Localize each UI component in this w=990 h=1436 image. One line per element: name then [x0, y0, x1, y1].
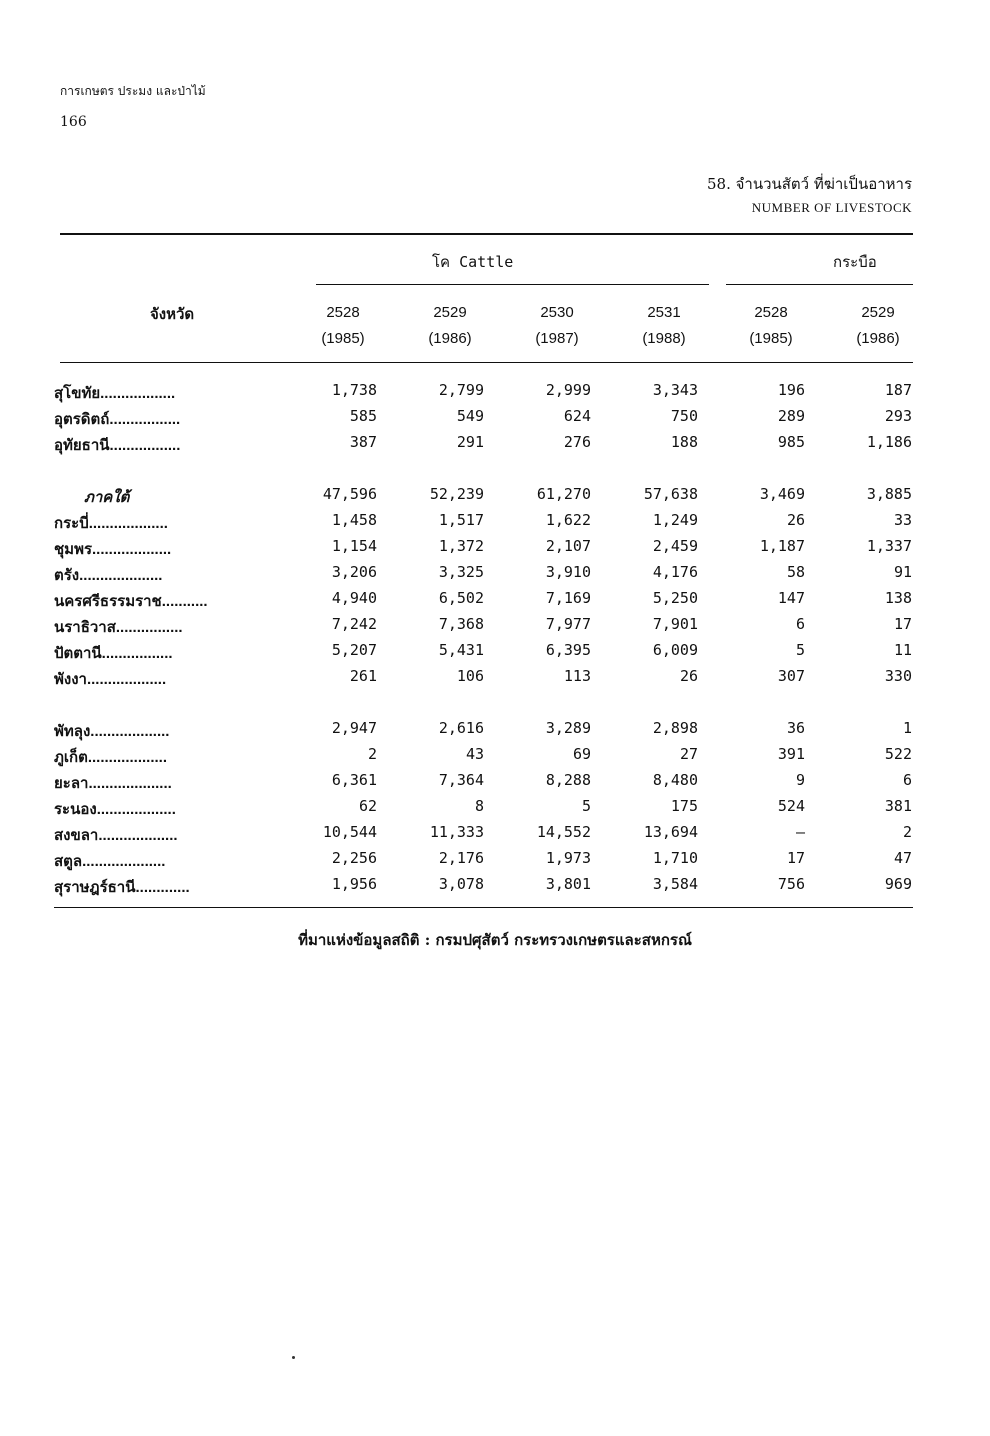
group-spacer [54, 456, 914, 482]
cell-value: 147 [777, 589, 805, 607]
province-name: อุตรดิตถ์................. [54, 411, 181, 428]
cell-value: 3,801 [545, 875, 591, 893]
cell-value: 1 [902, 719, 912, 737]
cell-value: 9 [795, 771, 805, 789]
cell-value: 524 [777, 797, 805, 815]
province-column-header: จังหวัด [150, 305, 195, 323]
cell-value: 8,288 [545, 771, 591, 789]
table-row [54, 560, 914, 586]
province-name: อุทัยธานี................. [54, 437, 181, 454]
cell-value: 6,009 [652, 641, 698, 659]
bottom-rule [54, 907, 913, 908]
year-th: 2531 [647, 304, 681, 321]
cell-value: 2,799 [438, 381, 484, 399]
cell-value: 61,270 [536, 485, 591, 503]
cell-value: 2,898 [652, 719, 698, 737]
year-header-3 [619, 300, 709, 352]
buffalo-group-header: กระบือ [833, 253, 877, 271]
province-name: นครศรีธรรมราช........... [54, 593, 208, 610]
cell-value: 57,638 [643, 485, 698, 503]
cell-value: 5 [795, 641, 805, 659]
cell-value: 6 [795, 615, 805, 633]
cell-value: 1,372 [438, 537, 484, 555]
cell-value: 175 [670, 797, 698, 815]
cell-value: 188 [670, 433, 698, 451]
cell-value: 5,431 [438, 641, 484, 659]
cell-value: 387 [349, 433, 377, 451]
province-name: ตรัง.................... [54, 567, 163, 584]
cell-value: – [795, 823, 805, 841]
cell-value: 2,107 [545, 537, 591, 555]
province-name: ชุมพร................... [54, 541, 172, 558]
year-en: (1987) [535, 330, 579, 347]
cell-value: 6 [902, 771, 912, 789]
cell-value: 1,249 [652, 511, 698, 529]
year-en: (1988) [642, 330, 686, 347]
cell-value: 2,176 [438, 849, 484, 867]
cell-value: 2 [367, 745, 377, 763]
cell-value: 11,333 [429, 823, 484, 841]
cell-value: 8,480 [652, 771, 698, 789]
year-en: (1985) [749, 330, 793, 347]
table-row [54, 716, 914, 742]
buffalo-group-rule [726, 284, 913, 285]
cell-value: 549 [456, 407, 484, 425]
cell-value: 7,901 [652, 615, 698, 633]
cell-value: 43 [465, 745, 484, 763]
cell-value: 36 [786, 719, 805, 737]
cell-value: 2,947 [331, 719, 377, 737]
table-row [54, 768, 914, 794]
province-name: ยะลา.................... [54, 775, 172, 792]
cell-value: 26 [786, 511, 805, 529]
year-th: 2528 [754, 304, 788, 321]
cell-value: 187 [884, 381, 912, 399]
cell-value: 7,169 [545, 589, 591, 607]
table-row [54, 378, 914, 404]
table-row [54, 820, 914, 846]
cell-value: 391 [777, 745, 805, 763]
cell-value: 52,239 [429, 485, 484, 503]
group-spacer [54, 690, 914, 716]
cell-value: 3,206 [331, 563, 377, 581]
cell-value: 969 [884, 875, 912, 893]
cell-value: 289 [777, 407, 805, 425]
cell-value: 2,616 [438, 719, 484, 737]
cell-value: 3,343 [652, 381, 698, 399]
year-header-0 [298, 300, 388, 352]
cell-value: 8 [474, 797, 484, 815]
cell-value: 196 [777, 381, 805, 399]
cell-value: 624 [563, 407, 591, 425]
cell-value: 10,544 [322, 823, 377, 841]
cell-value: 7,364 [438, 771, 484, 789]
province-name: กระบี่................... [54, 515, 168, 532]
province-name: สตูล.................... [54, 853, 166, 870]
cell-value: 1,973 [545, 849, 591, 867]
cell-value: 330 [884, 667, 912, 685]
cell-value: 2,256 [331, 849, 377, 867]
cell-value: 3,885 [866, 485, 912, 503]
cell-value: 113 [563, 667, 591, 685]
province-name: สุโขทัย.................. [54, 385, 176, 402]
header-bottom-rule [60, 362, 913, 363]
cell-value: 3,078 [438, 875, 484, 893]
cell-value: 17 [893, 615, 912, 633]
table-row [54, 612, 914, 638]
table-title-english: NUMBER OF LIVESTOCK [751, 200, 912, 215]
book-title: การเกษตร ประมง และป่าไม้ [60, 84, 206, 98]
table-row [54, 534, 914, 560]
year-th: 2530 [540, 304, 574, 321]
cattle-group-header: โค Cattle [432, 253, 514, 271]
year-th: 2528 [326, 304, 360, 321]
cell-value: 11 [893, 641, 912, 659]
cell-value: 276 [563, 433, 591, 451]
cell-value: 293 [884, 407, 912, 425]
cell-value: 756 [777, 875, 805, 893]
year-en: (1985) [321, 330, 365, 347]
cell-value: 1,710 [652, 849, 698, 867]
cell-value: 138 [884, 589, 912, 607]
province-name: ภูเก็ต................... [54, 749, 168, 766]
cell-value: 5 [581, 797, 591, 815]
province-name: นราธิวาส................ [54, 619, 183, 636]
cell-value: 106 [456, 667, 484, 685]
cell-value: 1,458 [331, 511, 377, 529]
province-name: สงขลา................... [54, 827, 178, 844]
cell-value: 4,176 [652, 563, 698, 581]
province-name: พัทลุง................... [54, 723, 170, 740]
cell-value: 47 [893, 849, 912, 867]
cell-value: 1,956 [331, 875, 377, 893]
cell-value: 1,622 [545, 511, 591, 529]
page-number: 166 [60, 114, 87, 130]
cell-value: 522 [884, 745, 912, 763]
cell-value: 47,596 [322, 485, 377, 503]
cell-value: 2,999 [545, 381, 591, 399]
cell-value: 7,242 [331, 615, 377, 633]
province-name: พังงา................... [54, 671, 167, 688]
cell-value: 291 [456, 433, 484, 451]
table-row [54, 404, 914, 430]
cell-value: 69 [572, 745, 591, 763]
cell-value: 1,186 [866, 433, 912, 451]
table-row [54, 638, 914, 664]
cell-value: 58 [786, 563, 805, 581]
table-row [54, 430, 914, 456]
stray-mark [292, 1356, 295, 1359]
cell-value: 26 [679, 667, 698, 685]
table-row [54, 482, 914, 508]
table-row [54, 846, 914, 872]
cell-value: 1,187 [759, 537, 805, 555]
year-header-2 [512, 300, 602, 352]
province-name: ระนอง................... [54, 801, 176, 818]
cell-value: 3,584 [652, 875, 698, 893]
cell-value: 381 [884, 797, 912, 815]
table-row [54, 586, 914, 612]
region-name: ภาคใต้ [84, 489, 130, 506]
cell-value: 7,977 [545, 615, 591, 633]
cell-value: 3,289 [545, 719, 591, 737]
cell-value: 1,517 [438, 511, 484, 529]
year-header-4 [726, 300, 816, 352]
cell-value: 2 [902, 823, 912, 841]
year-en: (1986) [428, 330, 472, 347]
cell-value: 62 [358, 797, 377, 815]
cell-value: 1,337 [866, 537, 912, 555]
cell-value: 261 [349, 667, 377, 685]
table-title-thai: 58. จำนวนสัตว์ ที่ฆ่าเป็นอาหาร [707, 175, 912, 193]
year-th: 2529 [861, 304, 895, 321]
cell-value: 6,395 [545, 641, 591, 659]
cell-value: 6,361 [331, 771, 377, 789]
cell-value: 3,325 [438, 563, 484, 581]
cell-value: 1,738 [331, 381, 377, 399]
top-rule [60, 233, 913, 235]
cell-value: 4,940 [331, 589, 377, 607]
cattle-group-rule [316, 284, 709, 285]
table-row [54, 794, 914, 820]
cell-value: 14,552 [536, 823, 591, 841]
table-row [54, 872, 914, 898]
table-row [54, 664, 914, 690]
cell-value: 750 [670, 407, 698, 425]
table-row [54, 508, 914, 534]
cell-value: 1,154 [331, 537, 377, 555]
source-note: ที่มาแห่งข้อมูลสถิติ : กรมปศุสัตว์ กระทรวงเกษตรและสหกรณ์ [298, 931, 692, 949]
year-header-1 [405, 300, 495, 352]
province-name: ปัตตานี................. [54, 645, 173, 662]
cell-value: 33 [893, 511, 912, 529]
table-row [54, 742, 914, 768]
cell-value: 307 [777, 667, 805, 685]
cell-value: 5,250 [652, 589, 698, 607]
cell-value: 3,910 [545, 563, 591, 581]
table-body [54, 378, 914, 898]
cell-value: 91 [893, 563, 912, 581]
cell-value: 3,469 [759, 485, 805, 503]
cell-value: 5,207 [331, 641, 377, 659]
cell-value: 6,502 [438, 589, 484, 607]
year-header-5 [833, 300, 923, 352]
cell-value: 17 [786, 849, 805, 867]
year-en: (1986) [856, 330, 900, 347]
cell-value: 985 [777, 433, 805, 451]
cell-value: 27 [679, 745, 698, 763]
cell-value: 585 [349, 407, 377, 425]
year-th: 2529 [433, 304, 467, 321]
province-name: สุราษฎร์ธานี............. [54, 879, 190, 896]
cell-value: 7,368 [438, 615, 484, 633]
cell-value: 13,694 [643, 823, 698, 841]
cell-value: 2,459 [652, 537, 698, 555]
